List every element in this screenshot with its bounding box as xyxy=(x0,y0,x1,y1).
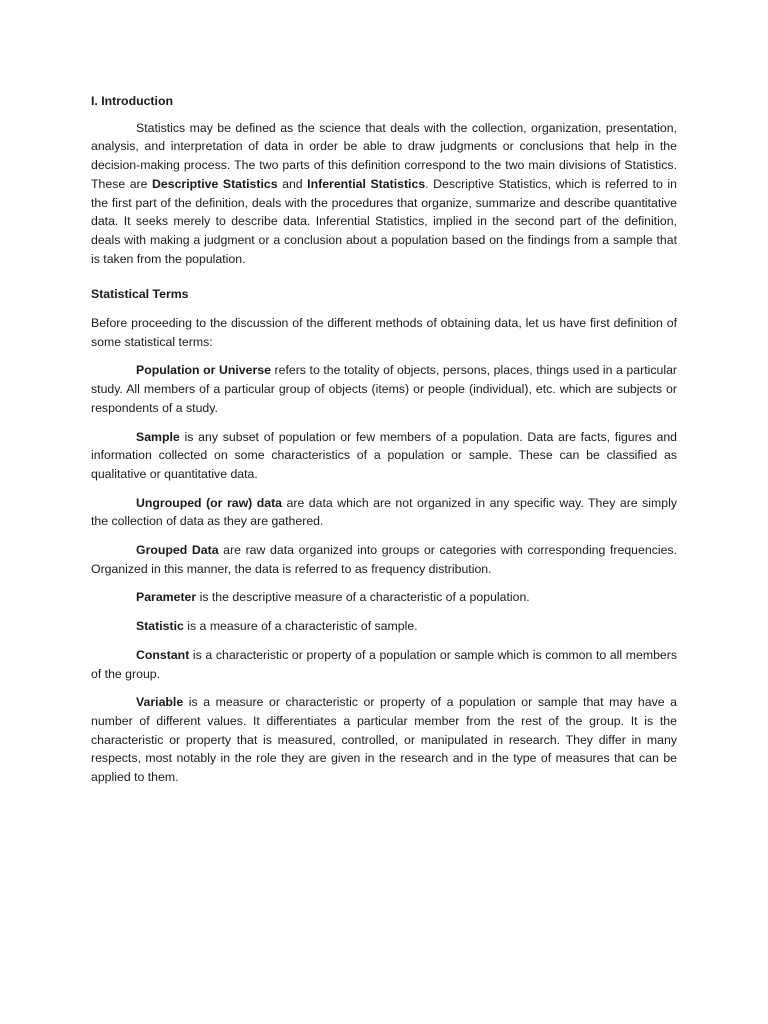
term-name: Grouped Data xyxy=(136,543,219,558)
inferential-statistics-term: Inferential Statistics xyxy=(307,176,426,191)
term-name: Ungrouped (or raw) data xyxy=(136,495,283,510)
term-sample xyxy=(91,428,677,484)
term-parameter xyxy=(91,588,677,607)
term-grouped-data xyxy=(91,541,677,578)
term-definition: is a measure or characteristic or property of a population or sample that may have a number of different values. It differentiates a particular member from the rest of the group. It is the characteristic or property that is measured, controlled, or manipulated in research. They differ in many respects, most notably in the role they are given in the research and in the type of measures that can be applied to them. xyxy=(91,695,677,785)
intro-text-1: Statistics may be defined as the science that deals with the collection, organization, presentation, analysis, and interpretation of data in order be able to draw judgments or conclusions that help in the decision-making process. The two parts of this definition correspond to the two main divisions of Statistics. These are xyxy=(91,120,677,191)
term-definition: is a measure of a characteristic of sample. xyxy=(183,619,418,634)
term-population xyxy=(91,361,677,417)
intro-heading: I. Introduction xyxy=(91,94,173,108)
term-definition: are data which are not organized in any specific way. They are simply the collection of data as they are gathered. xyxy=(91,495,677,529)
intro-text-2: and xyxy=(277,176,308,191)
term-name: Population or Universe xyxy=(136,363,271,378)
term-definition: are raw data organized into groups or categories with corresponding frequencies. Organized in this manner, the data is referred to as frequency distribution. xyxy=(91,543,677,576)
terms-intro: Before proceeding to the discussion of the different methods of obtaining data, let us have first definition of some statistical terms: xyxy=(91,316,677,349)
term-constant xyxy=(91,646,677,683)
term-definition: is any subset of population or few members of a population. Data are facts, figures and information collected on some characteristics of a population or sample. These can be classified as qualitative or quantitative data. xyxy=(91,429,677,481)
term-name: Sample xyxy=(136,429,180,444)
term-definition: is a characteristic or property of a population or sample which is common to all members of the group. xyxy=(91,647,677,681)
document-page xyxy=(91,92,677,787)
intro-text-3: . Descriptive Statistics, which is referred to in the first part of the definition, deals with the procedures that organize, summarize and describe quantitative data. It seeks merely to describe data. Inferential Statistics, implied in the second part of the definition, deals with making a judgment or a conclusion about a population based on the findings from a sample that is taken from the population. xyxy=(91,176,677,266)
term-statistic xyxy=(91,617,677,636)
term-variable xyxy=(91,693,677,787)
term-name: Constant xyxy=(136,647,190,662)
descriptive-statistics-term: Descriptive Statistics xyxy=(152,176,278,191)
term-definition: is the descriptive measure of a characteristic of a population. xyxy=(196,590,530,605)
term-name: Statistic xyxy=(136,619,184,634)
term-name: Variable xyxy=(136,695,184,710)
terms-heading: Statistical Terms xyxy=(91,287,189,302)
term-definition: refers to the totality of objects, persons, places, things used in a particular study. All members of a particular group of objects (items) or people (individual), etc. which are subjects or respondents of a study. xyxy=(91,363,677,415)
term-ungrouped-data xyxy=(91,494,677,531)
intro-paragraph xyxy=(91,119,677,269)
term-name: Parameter xyxy=(136,590,197,605)
